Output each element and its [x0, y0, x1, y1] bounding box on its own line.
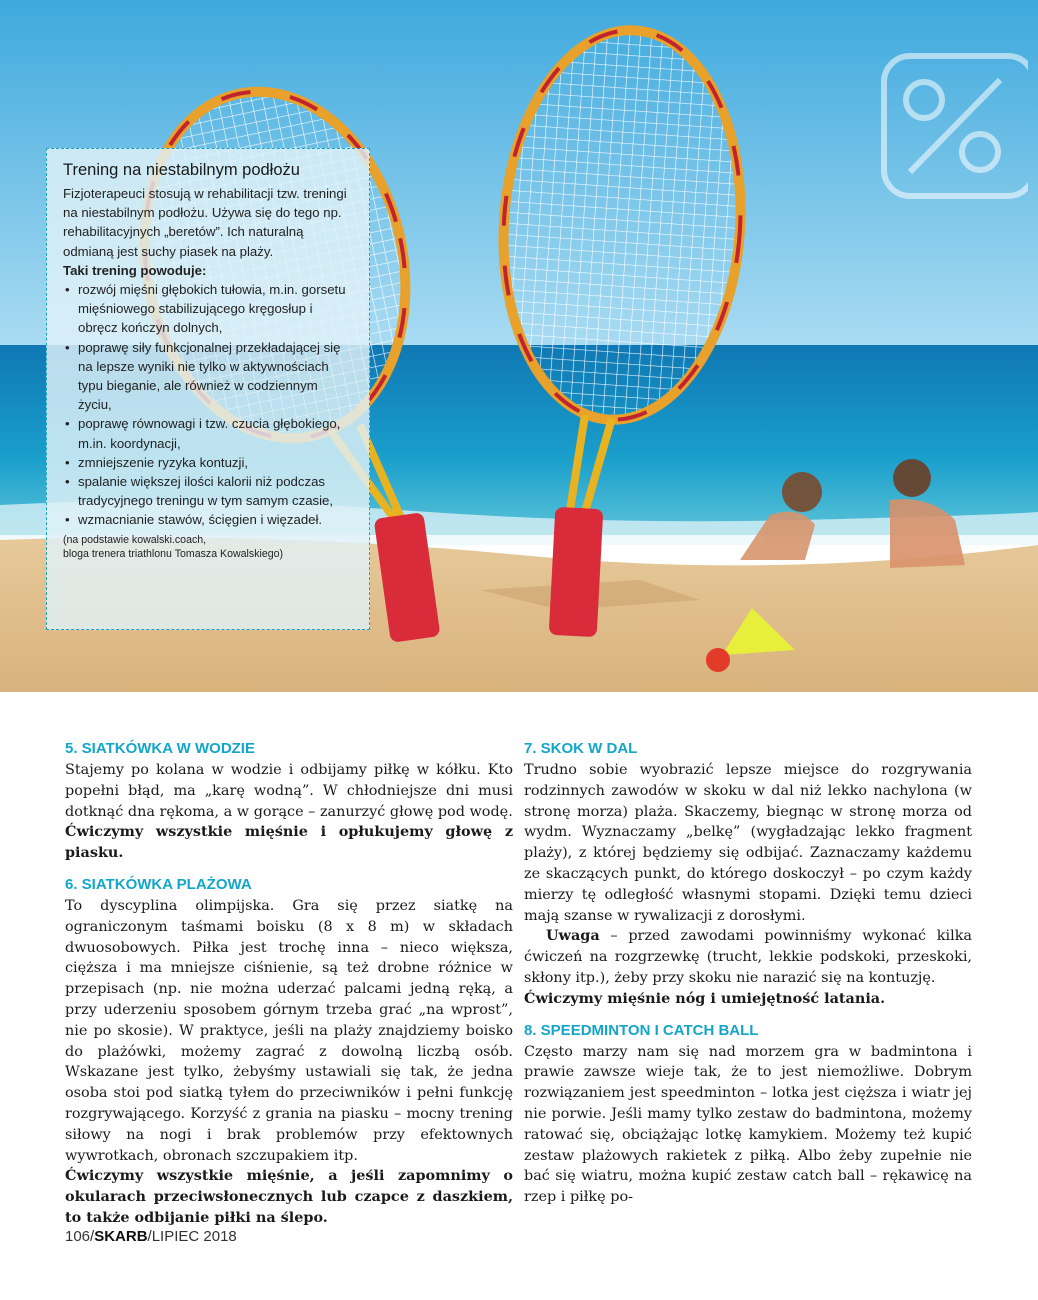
- list-item: • zmniejszenie ryzyka kontuzji,: [63, 453, 355, 472]
- info-box-intro: Fizjoterapeuci stosują w rehabilitacji tzw. treningi na niestabilnym podłożu. Używa się do tego np. rehabilitacyjnych „beretów”. Ich naturalną odmianą jest suchy piasek na plaży.: [63, 186, 347, 259]
- section-heading: 8. SPEEDMINTON I CATCH BALL: [524, 1021, 759, 1039]
- info-box: [46, 148, 370, 630]
- warning-label: Uwaga: [546, 927, 600, 945]
- section-summary: Ćwiczymy wszystkie mięśnie, a jeśli zapomnimy o okularach przeciwsłonecznych lub czapce z daszkiem, to także odbijanie piłki na ślepo.: [65, 1167, 513, 1226]
- list-item: • wzmacnianie stawów, ścięgien i więzadeł.: [63, 510, 355, 529]
- percent-icon: [880, 52, 1028, 200]
- left-column: [65, 738, 513, 1229]
- page-number: 106: [65, 1228, 91, 1245]
- info-box-list: [63, 280, 355, 530]
- source-line: (na podstawie kowalski.coach,: [63, 533, 207, 546]
- right-column: [524, 738, 972, 1208]
- source-line: bloga trenera triathlonu Tomasza Kowalskiego): [63, 547, 284, 560]
- info-box-title: Trening na niestabilnym podłożu: [63, 161, 300, 179]
- warning-text: – przed zawodami powinniśmy wykonać kilka ćwiczeń na rozgrzewkę (trucht, lekkie podskoki, przeskoki, skłony itp.), żeby przy skoku nie narazić się na kontuzję.: [524, 928, 972, 986]
- page-footer: [65, 1228, 237, 1245]
- list-item: • poprawę równowagi i tzw. czucia głębokiego, m.in. koordynacji,: [63, 414, 355, 452]
- section-body: Stajemy po kolana w wodzie i odbijamy piłkę w kółku. Kto popełni błąd, ma „karę wodną”. W chłodniejsze dni musi dotknąć dna rękoma, a w gorące – zanurzyć głowę pod wodę.: [65, 762, 513, 820]
- section-body: Często marzy nam się nad morzem gra w badmintona i prawie zawsze wieje tak, że to jest niemożliwe. Dobrym rozwiązaniem jest speedminton – lotka jest cięższa i wiatr jej nie porwie. Jeśli mamy tylko zestaw do badmintona, możemy ratować się, obciążając lotkę kamykiem. Możemy też kupić zestaw plażowych rakietek z piłką. Albo żeby zupełnie nie bać się wiatru, można kupić zestaw catch ball – rękawicę na rzep i piłkę po-: [524, 1043, 972, 1206]
- list-item: • rozwój mięśni głębokich tułowia, m.in. gorsetu mięśniowego stabilizującego kręgosłup i obręcz kończyn dolnych,: [63, 280, 355, 338]
- section-summary: Ćwiczymy mięśnie nóg i umiejętność latania.: [524, 989, 886, 1007]
- section-body: To dyscyplina olimpijska. Gra się przez siatkę na ograniczonym taśmami boisku (8 x 8 m) w składach dwuosobowych. Piłka jest trochę inna – nieco większa, cięższa i ma mniejsze ciśnienie, są też drobne różnice w przepisach (np. nie można uderzać palcami jedną ręką, a przy uderzeniu sposobem górnym trzeba grać „na wprost”, nie po skosie). W praktyce, jeśli na plaży znajdziemy boisko do plażówki, możemy zagrać z dowolną liczbą osób. Wskazane jest tylko, żebyśmy ustawiali się tak, że jedna osoba stoi pod siatką tyłem do przeciwników i pełni funkcję rozgrywającego. Korzyść z grania na piasku – mocny trening siłowy na nogi i brak problemów przy efektownych wywrotkach, obronach szczupakiem itp.: [65, 897, 513, 1164]
- section-heading: 6. SIATKÓWKA PLAŻOWA: [65, 875, 252, 893]
- section-warning: [524, 926, 972, 988]
- section-body: Trudno sobie wyobrazić lepsze miejsce do rozgrywania rodzinnych zawodów w skoku w dal niż lekko nachylona (w stronę morza) plaża. Skaczemy, biegnąc w stronę morza od wydm. Wyznaczamy „belkę” (wygładzając lekko fragment plaży), z której będziemy się odbijać. Zaznaczamy każdemu ze skaczących punkt, do którego doskoczył – po czym każdy mierzy tę odległość własnymi stopami. Dzięki temu dzieci mają szanse w rywalizacji z dorosłymi.: [524, 762, 972, 924]
- section-summary: Ćwiczymy wszystkie mięśnie i opłukujemy głowę z piasku.: [65, 823, 513, 862]
- info-box-lead: Taki trening powoduje:: [63, 262, 207, 278]
- issue-date: LIPIEC 2018: [151, 1228, 237, 1245]
- list-item: • spalanie większej ilości kalorii niż podczas tradycyjnego treningu w tym samym czasie,: [63, 472, 355, 510]
- list-item: • poprawę siły funkcjonalnej przekładającej się na lepsze wyniki nie tylko w aktywnościach typu bieganie, ale również w codziennym życiu,: [63, 338, 355, 415]
- magazine-name: SKARB: [94, 1228, 148, 1245]
- footer-separator: /: [147, 1228, 152, 1245]
- section-heading: 7. SKOK W DAL: [524, 740, 638, 757]
- section-heading: 5. SIATKÓWKA W WODZIE: [65, 740, 255, 757]
- info-box-source: [63, 532, 355, 563]
- footer-separator: /: [90, 1228, 95, 1245]
